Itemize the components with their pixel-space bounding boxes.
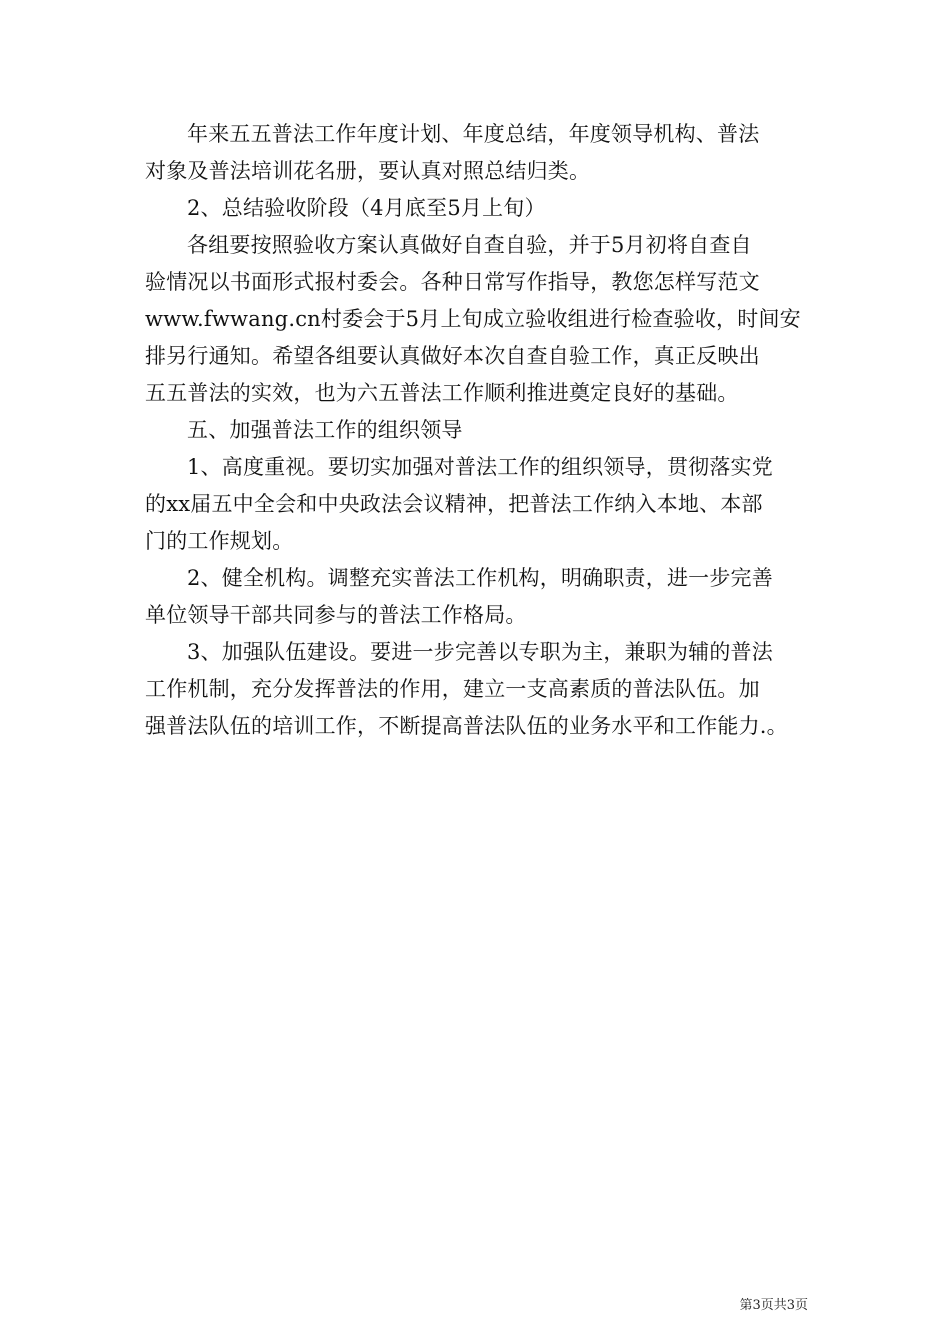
text-line: 各组要按照验收方案认真做好自查自验，并于5月初将自查自 xyxy=(187,233,752,257)
text-line: 3、加强队伍建设。要进一步完善以专职为主，兼职为辅的普法 xyxy=(187,640,773,664)
text-line: 的xx届五中全会和中央政法会议精神，把普法工作纳入本地、本部 xyxy=(145,492,763,516)
text-line: 对象及普法培训花名册，要认真对照总结归类。 xyxy=(145,159,591,183)
text-line: 单位领导干部共同参与的普法工作格局。 xyxy=(145,603,527,627)
text-line: 排另行通知。希望各组要认真做好本次自查自验工作，真正反映出 xyxy=(145,344,760,368)
text-line: www.fwwang.cn村委会于5月上旬成立验收组进行检查验收，时间安 xyxy=(145,307,801,331)
text-line: 验情况以书面形式报村委会。各种日常写作指导，教您怎样写范文 xyxy=(145,270,760,294)
text-line: 门的工作规划。 xyxy=(145,529,294,553)
text-line: 工作机制，充分发挥普法的作用，建立一支高素质的普法队伍。加 xyxy=(145,677,760,701)
document-body xyxy=(145,116,810,745)
text-line: 1、高度重视。要切实加强对普法工作的组织领导，贯彻落实党 xyxy=(187,455,773,479)
section-heading: 五、加强普法工作的组织领导 xyxy=(187,418,463,442)
page-number: 第3页共3页 xyxy=(739,1298,808,1313)
text-line: 年来五五普法工作年度计划、年度总结，年度领导机构、普法 xyxy=(187,122,760,146)
text-line: 强普法队伍的培训工作，不断提高普法队伍的业务水平和工作能力.。 xyxy=(145,714,788,738)
text-line: 2、健全机构。调整充实普法工作机构，明确职责，进一步完善 xyxy=(187,566,773,590)
section-heading: 2、总结验收阶段（4月底至5月上旬） xyxy=(187,196,546,220)
text-line: 五五普法的实效，也为六五普法工作顺利推进奠定良好的基础。 xyxy=(145,381,739,405)
